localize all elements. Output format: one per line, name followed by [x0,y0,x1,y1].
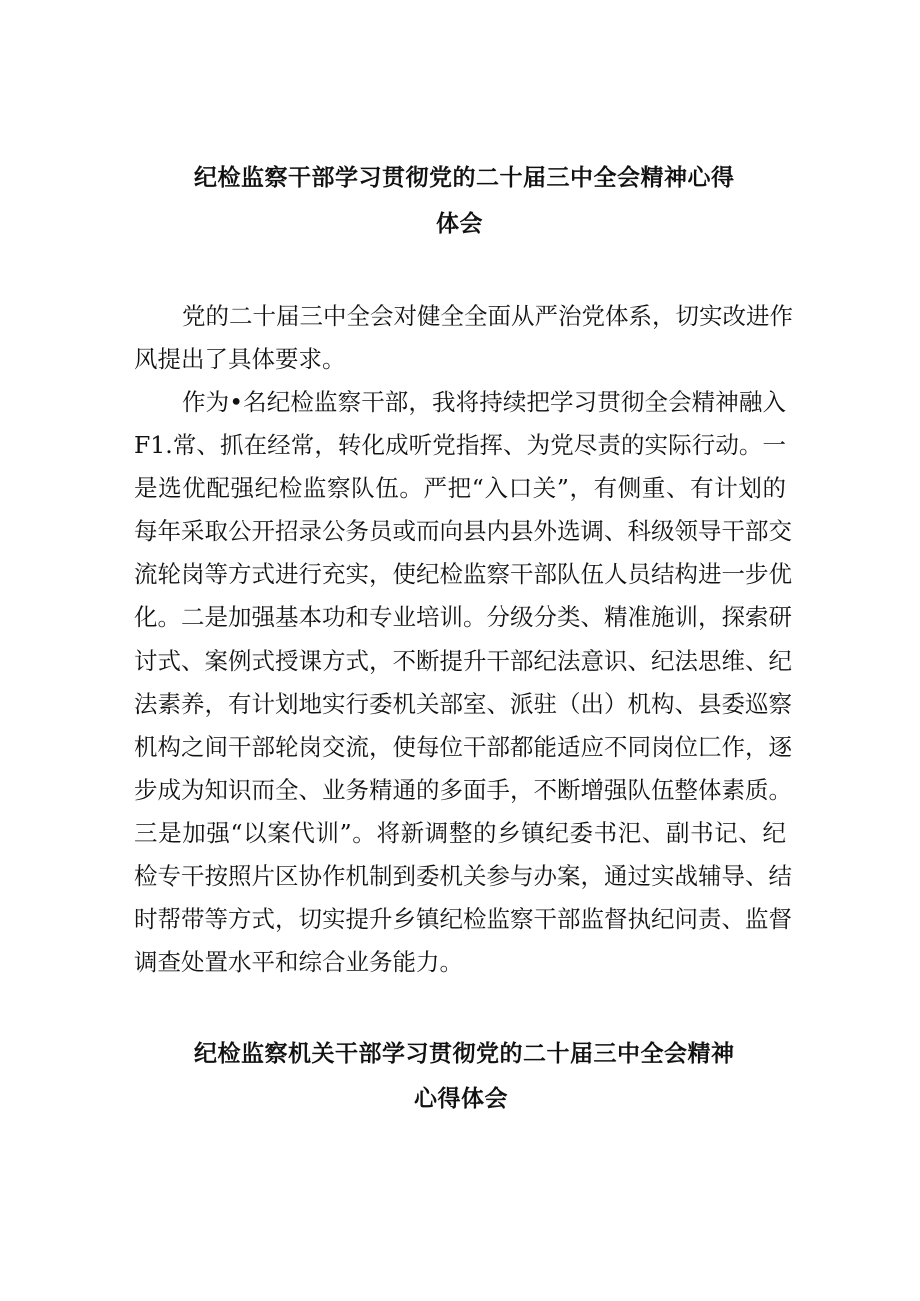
doc1-para2-line4: 每年采取公开招录公务员或而向县内县外选调、科级领导干部交 [134,517,792,545]
doc1-para2-line11: 三是加强“以案代训”。将新调整的乡镇纪委书汜、副书记、纪 [134,819,786,847]
doc1-para2-line13: 时帮带等方式，切实提升乡镇纪检监察干部监督执纪问责、监督 [134,905,792,933]
doc1-para2-line7: 讨式、案例式授课方式，不断提升干部纪法意识、纪法思维、纪 [134,647,792,675]
doc1-para2-line10: 步成为知识而全、业务精通的多面手，不断增强队伍整体素质。 [134,776,792,804]
doc1-title-line2: 体会 [436,211,483,237]
doc1-para1-line1: 党的二十届三中全会对健全全面从严治党体系，切实改进作 [182,302,793,330]
doc1-para2-line3: 是选优配强纪检监察队伍。严把“入口关”，有侧重、有计划的 [134,474,786,502]
doc2-title-line1: 纪检监察机关干部学习贯彻党的二十届三中全会精神 [194,1041,735,1067]
doc1-para2-line9: 机构之间干部轮岗交流，使每位干部都能适应不同岗位匚作，逐 [134,733,792,761]
doc1-para2-line1: 作为•名纪检监察干部，我将持续把学习贯彻全会精神融入 [182,388,786,416]
doc1-title-line1: 纪检监察干部学习贯彻党的二十届三中全会精神心得 [194,165,735,191]
doc1-para2-line12: 检专干按照片区协作机制到委机关参与办案，通过实战辅导、结 [134,862,792,890]
doc1-para2-line8: 法素养，有计划地实行委机关部室、派驻（出）机构、县委巡察 [134,690,792,718]
doc1-para2-line2: F1.常、抓在经常，转化成听党指挥、为党尽责的实际行动。一 [134,431,786,459]
doc2-title-line2: 心得体会 [414,1086,508,1112]
doc1-para2-line5: 流轮岗等方式进行充实，使纪检监察干部队伍人员结构进一步优 [134,560,792,588]
doc1-para2-line14: 调查处置水平和综合业务能力。 [134,948,463,976]
doc1-para1-line2: 风提出了具体要求。 [134,345,346,373]
doc1-para2-line6: 化。二是加强基本功和专业培训。分级分类、精准施训，探索研 [134,603,792,631]
